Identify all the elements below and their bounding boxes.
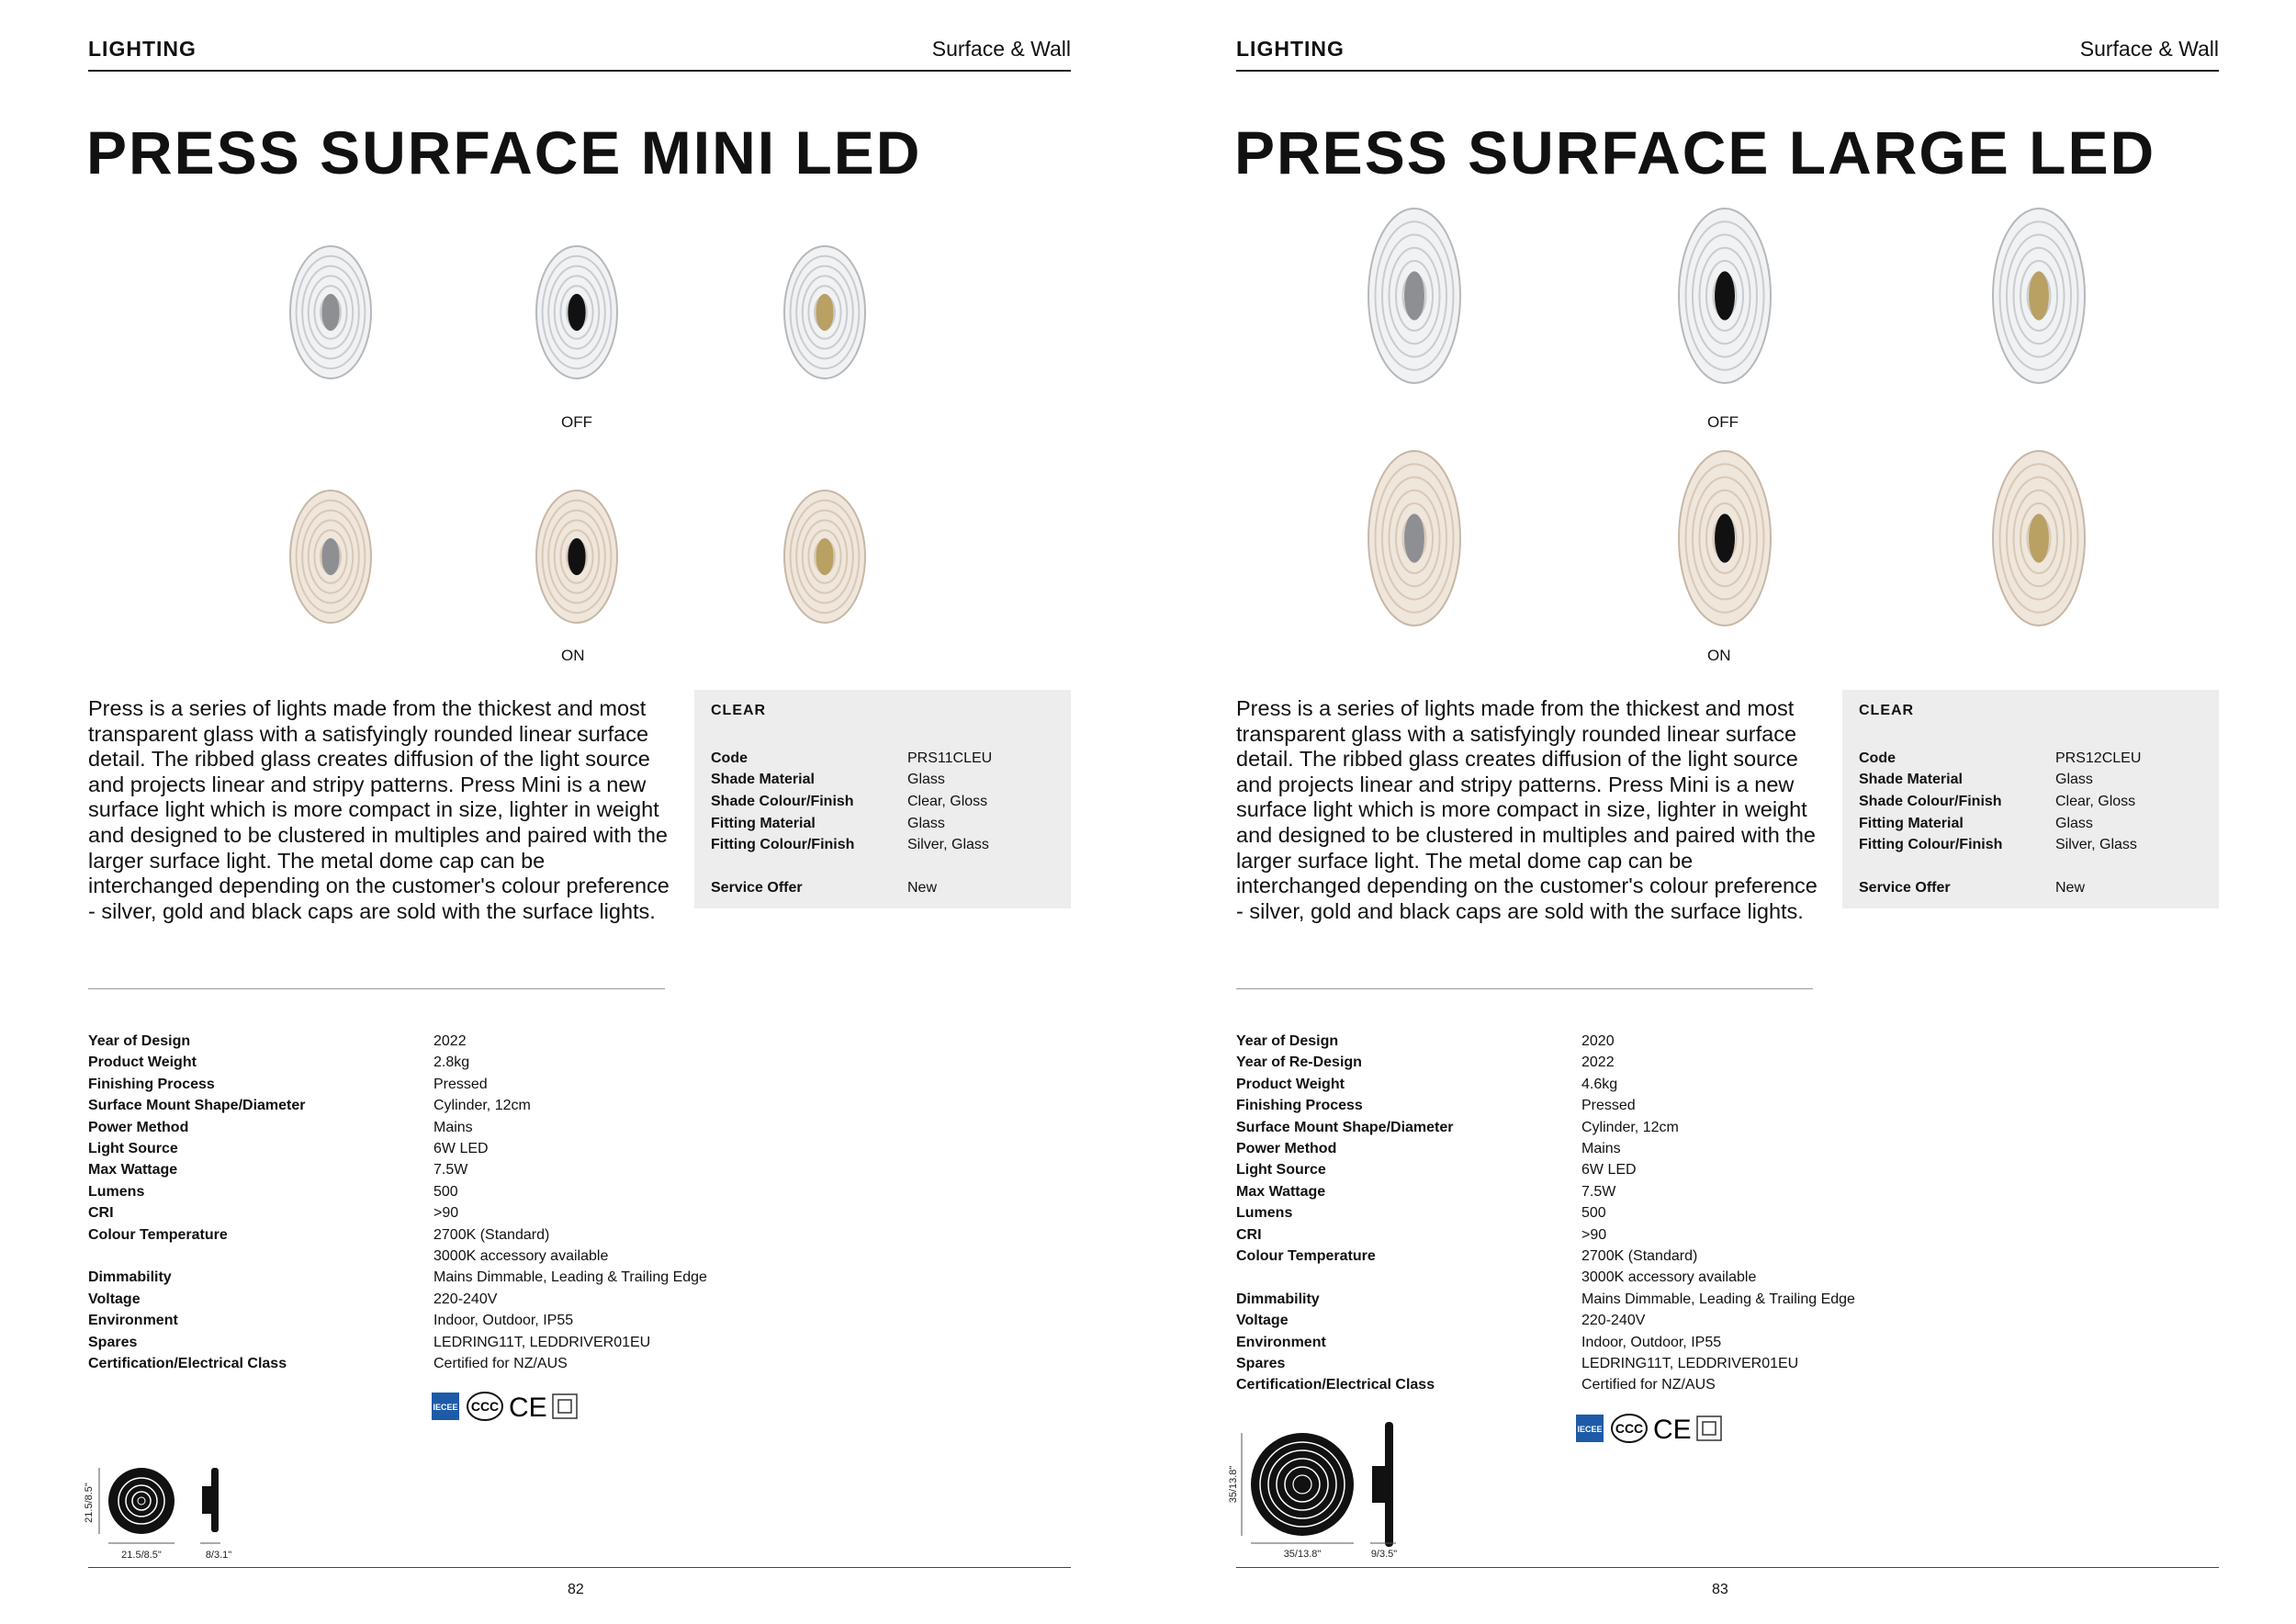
property-key: Spares	[88, 1334, 138, 1350]
property-key: Voltage	[88, 1291, 141, 1307]
spec-key: Service Offer	[1859, 880, 1951, 896]
metal-cap	[568, 294, 585, 331]
metal-cap	[816, 538, 833, 575]
property-row	[1236, 1377, 2063, 1398]
spec-row	[1859, 772, 2208, 794]
property-key: Year of Design	[88, 1033, 191, 1049]
svg-text:CCC: CCC	[470, 1399, 500, 1414]
property-value: Mains Dimmable, Leading & Trailing Edge	[1581, 1291, 1855, 1307]
property-key: Power Method	[1236, 1141, 1337, 1156]
spec-row	[711, 837, 1060, 859]
on-label: ON	[1707, 647, 1731, 664]
metal-cap	[2029, 513, 2049, 562]
ccc-mark-icon	[467, 1393, 502, 1420]
property-value: Certified for NZ/AUS	[433, 1356, 568, 1371]
svg-text:CE: CE	[1653, 1415, 1692, 1445]
property-key: Light Source	[1236, 1162, 1326, 1179]
property-row	[88, 1184, 915, 1205]
product-title: PRESS SURFACE MINI LED	[86, 118, 922, 186]
spec-key: Service Offer	[711, 880, 803, 896]
spec-row	[1859, 794, 2208, 816]
property-value: Mains	[1581, 1141, 1621, 1156]
variant-title: CLEAR	[1859, 703, 1915, 718]
property-key: Colour Temperature	[88, 1226, 228, 1243]
metal-cap	[1404, 271, 1424, 320]
metal-cap	[1715, 513, 1735, 562]
property-value: Indoor, Outdoor, IP55	[433, 1313, 574, 1329]
property-value: 7.5W	[433, 1162, 468, 1179]
lamp-on-image-3	[1984, 442, 2094, 635]
ce-mark-icon	[509, 1393, 547, 1423]
property-value: 3000K accessory available	[433, 1248, 609, 1264]
side-view-icon	[202, 1468, 219, 1532]
property-row	[88, 1227, 915, 1248]
spec-value: PRS11CLEU	[907, 750, 993, 766]
product-title: PRESS SURFACE LARGE LED	[1234, 118, 2156, 186]
property-key: Year of Design	[1236, 1033, 1339, 1049]
property-row	[1236, 1098, 2063, 1119]
spec-value: New	[2055, 880, 2086, 896]
spec-key: Shade Material	[711, 772, 815, 787]
property-row	[88, 1120, 915, 1141]
property-key: Product Weight	[88, 1054, 197, 1071]
property-key: Environment	[88, 1313, 178, 1329]
property-value: 2.8kg	[433, 1054, 470, 1071]
property-key: Dimmability	[88, 1269, 172, 1286]
divider	[1236, 988, 1813, 989]
property-key: CRI	[1236, 1226, 1262, 1243]
property-value: 2022	[433, 1033, 467, 1049]
lamp-off-image-2	[527, 237, 626, 388]
lamp-off-image-1	[281, 237, 380, 388]
property-key: Max Wattage	[1236, 1183, 1326, 1200]
property-key: Environment	[1236, 1334, 1326, 1350]
property-value: 2700K (Standard)	[1581, 1248, 1698, 1264]
spec-value: New	[907, 880, 938, 896]
front-view-icon	[108, 1468, 174, 1534]
subsection-label: Surface & Wall	[931, 37, 1071, 61]
property-key: Finishing Process	[1236, 1098, 1363, 1114]
property-row	[88, 1098, 915, 1119]
page-header	[1236, 37, 2219, 72]
property-value: 500	[433, 1183, 458, 1200]
page-header	[88, 37, 1071, 72]
property-row	[88, 1205, 915, 1226]
height-dim-label: 35/13.8"	[1228, 1465, 1239, 1504]
property-row	[1236, 1335, 2063, 1356]
spec-row	[1859, 750, 2208, 773]
property-row	[88, 1141, 915, 1162]
svg-text:IECEE: IECEE	[433, 1403, 458, 1412]
property-row	[1236, 1162, 2063, 1183]
spec-key: Shade Material	[1859, 772, 1963, 787]
property-key: Certification/Electrical Class	[1236, 1377, 1435, 1393]
spec-value: Glass	[907, 772, 945, 787]
property-row	[1236, 1120, 2063, 1141]
property-row	[1236, 1054, 2063, 1076]
class-ii-icon	[553, 1394, 577, 1418]
metal-cap	[2029, 271, 2049, 320]
property-value: 2700K (Standard)	[433, 1226, 550, 1243]
spec-value: Silver, Glass	[2055, 837, 2137, 852]
height-dim-label: 21.5/8.5"	[84, 1483, 95, 1523]
dimension-drawing	[81, 1424, 255, 1562]
property-key: CRI	[88, 1205, 114, 1222]
property-key: Product Weight	[1236, 1076, 1345, 1092]
property-value: 2020	[1581, 1033, 1615, 1049]
property-value: Indoor, Outdoor, IP55	[1581, 1334, 1722, 1350]
property-key: Dimmability	[1236, 1291, 1320, 1307]
property-key: Light Source	[88, 1141, 178, 1156]
property-key: Finishing Process	[88, 1076, 215, 1092]
product-description: Press is a series of lights made from the thickest and most transparent glass with a satisfyingly rounded linear surface detail. The ribbed glass creates diffusion of the light source and projects linear and stripy patterns. Press Mini is a new surface light which is more compact in size, lighter in weight and designed to be clustered in multiples and paired with the larger surface light. The metal dome cap can be interchanged depending on the customer's colour preference - silver, gold and black caps are sold with the surface lights.	[1236, 696, 1818, 923]
metal-cap	[321, 538, 339, 575]
depth-dim-label: 9/3.5"	[1370, 1549, 1398, 1560]
side-view-icon	[1372, 1422, 1393, 1547]
property-row	[88, 1054, 915, 1076]
property-value: 220-240V	[1581, 1313, 1646, 1329]
lamp-off-image-2	[1670, 199, 1780, 392]
property-key: Colour Temperature	[1236, 1248, 1376, 1264]
lamp-off-image-1	[1359, 199, 1469, 392]
property-value: >90	[1581, 1226, 1607, 1243]
property-key: Surface Mount Shape/Diameter	[88, 1098, 306, 1114]
property-value: 6W LED	[1581, 1162, 1637, 1179]
property-row	[88, 1269, 915, 1291]
property-key: Certification/Electrical Class	[88, 1356, 287, 1371]
certification-icons	[432, 1391, 597, 1424]
spec-key: Fitting Material	[1859, 816, 1964, 831]
metal-cap	[1404, 513, 1424, 562]
property-value: 220-240V	[433, 1291, 498, 1307]
variant-spec-box	[694, 690, 1071, 908]
subsection-label: Surface & Wall	[2079, 37, 2219, 61]
spec-row	[711, 880, 1060, 902]
width-dim-label: 35/13.8"	[1283, 1549, 1322, 1560]
property-key: Year of Re-Design	[1236, 1054, 1362, 1071]
property-row	[88, 1335, 915, 1356]
svg-text:IECEE: IECEE	[1577, 1425, 1603, 1434]
spec-key: Fitting Colour/Finish	[711, 837, 855, 852]
lamp-off-image-3	[1984, 199, 2094, 392]
property-row	[1236, 1184, 2063, 1205]
off-label: OFF	[561, 413, 592, 431]
metal-cap	[1715, 271, 1735, 320]
spec-key: Fitting Colour/Finish	[1859, 837, 2003, 852]
property-value: Mains	[433, 1119, 473, 1135]
property-row	[88, 1356, 915, 1377]
metal-cap	[568, 538, 585, 575]
svg-text:CE: CE	[509, 1393, 547, 1423]
section-label: LIGHTING	[1236, 37, 1345, 61]
property-row	[1236, 1248, 2063, 1269]
spec-value: PRS12CLEU	[2055, 750, 2142, 766]
property-row	[1236, 1291, 2063, 1313]
property-row	[88, 1291, 915, 1313]
iecee-mark-icon	[432, 1393, 459, 1420]
dimension-drawing	[1228, 1415, 1414, 1562]
property-value: Cylinder, 12cm	[433, 1098, 531, 1114]
iecee-mark-icon	[1576, 1415, 1604, 1442]
property-value: LEDRING11T, LEDDRIVER01EU	[1581, 1356, 1799, 1371]
spec-key: Shade Colour/Finish	[1859, 794, 2002, 809]
spec-value: Glass	[2055, 772, 2093, 787]
property-row	[88, 1162, 915, 1183]
property-key: Spares	[1236, 1356, 1286, 1371]
lamp-on-image-1	[1359, 442, 1469, 635]
property-value: 500	[1581, 1205, 1606, 1222]
property-value: Pressed	[1581, 1098, 1636, 1114]
property-row	[1236, 1356, 2063, 1377]
spec-value: Clear, Gloss	[907, 794, 988, 809]
on-label: ON	[561, 647, 585, 664]
lamp-on-image-1	[281, 481, 380, 632]
property-row	[88, 1248, 915, 1269]
spec-key: Shade Colour/Finish	[711, 794, 854, 809]
spec-row	[711, 772, 1060, 794]
spec-value: Silver, Glass	[907, 837, 989, 852]
spec-row	[1859, 816, 2208, 838]
spec-key: Fitting Material	[711, 816, 816, 831]
spec-key: Code	[1859, 750, 1896, 766]
property-value: LEDRING11T, LEDDRIVER01EU	[433, 1334, 651, 1350]
property-row	[1236, 1313, 2063, 1334]
spec-value: Glass	[2055, 816, 2093, 831]
spec-value: Clear, Gloss	[2055, 794, 2136, 809]
lamp-on-image-2	[527, 481, 626, 632]
property-row	[88, 1313, 915, 1334]
property-row	[1236, 1033, 2063, 1054]
property-value: 2022	[1581, 1054, 1615, 1071]
spec-value: Glass	[907, 816, 945, 831]
divider	[88, 988, 665, 989]
property-value: >90	[433, 1205, 459, 1222]
ce-mark-icon	[1653, 1415, 1692, 1445]
property-row	[88, 1033, 915, 1054]
page-number: 82	[568, 1582, 584, 1597]
svg-text:CCC: CCC	[1615, 1421, 1644, 1436]
spec-row	[1859, 837, 2208, 859]
property-value: Cylinder, 12cm	[1581, 1119, 1679, 1135]
property-value: 3000K accessory available	[1581, 1269, 1757, 1286]
depth-dim-label: 8/3.1"	[205, 1550, 232, 1561]
property-value: 4.6kg	[1581, 1076, 1618, 1092]
product-description: Press is a series of lights made from the thickest and most transparent glass with a satisfyingly rounded linear surface detail. The ribbed glass creates diffusion of the light source and projects linear and stripy patterns. Press Mini is a new surface light which is more compact in size, lighter in weight and designed to be clustered in multiples and paired with the larger surface light. The metal dome cap can be interchanged depending on the customer's colour preference - silver, gold and black caps are sold with the surface lights.	[88, 696, 670, 923]
metal-cap	[816, 294, 833, 331]
metal-cap	[321, 294, 339, 331]
footer-rule	[1236, 1567, 2219, 1568]
property-row	[1236, 1269, 2063, 1291]
lamp-off-image-3	[775, 237, 874, 388]
spec-row	[1859, 880, 2208, 902]
lamp-on-image-2	[1670, 442, 1780, 635]
property-key: Max Wattage	[88, 1162, 178, 1179]
property-value: Mains Dimmable, Leading & Trailing Edge	[433, 1269, 707, 1286]
property-row	[1236, 1205, 2063, 1226]
certification-icons	[1576, 1413, 1741, 1446]
variant-spec-box	[1842, 690, 2219, 908]
property-key: Lumens	[88, 1183, 145, 1200]
property-value: 7.5W	[1581, 1183, 1616, 1200]
property-row	[1236, 1227, 2063, 1248]
spec-row	[711, 794, 1060, 816]
property-key: Power Method	[88, 1119, 189, 1135]
property-row	[1236, 1141, 2063, 1162]
spec-key: Code	[711, 750, 748, 766]
page-number: 83	[1712, 1582, 1728, 1597]
property-key: Lumens	[1236, 1205, 1293, 1222]
lamp-on-image-3	[775, 481, 874, 632]
property-value: Certified for NZ/AUS	[1581, 1377, 1716, 1393]
property-row	[88, 1077, 915, 1098]
class-ii-icon	[1697, 1416, 1721, 1440]
property-key: Surface Mount Shape/Diameter	[1236, 1119, 1454, 1135]
spec-row	[711, 816, 1060, 838]
ccc-mark-icon	[1612, 1415, 1647, 1442]
variant-title: CLEAR	[711, 703, 767, 718]
width-dim-label: 21.5/8.5"	[121, 1550, 162, 1561]
off-label: OFF	[1707, 413, 1739, 431]
catalog-page-83	[1148, 0, 2296, 1624]
spec-row	[711, 750, 1060, 773]
property-value: 6W LED	[433, 1141, 489, 1156]
property-value: Pressed	[433, 1076, 488, 1092]
footer-rule	[88, 1567, 1071, 1568]
property-key: Voltage	[1236, 1313, 1289, 1329]
front-view-icon	[1251, 1433, 1354, 1536]
property-row	[1236, 1077, 2063, 1098]
section-label: LIGHTING	[88, 37, 197, 61]
